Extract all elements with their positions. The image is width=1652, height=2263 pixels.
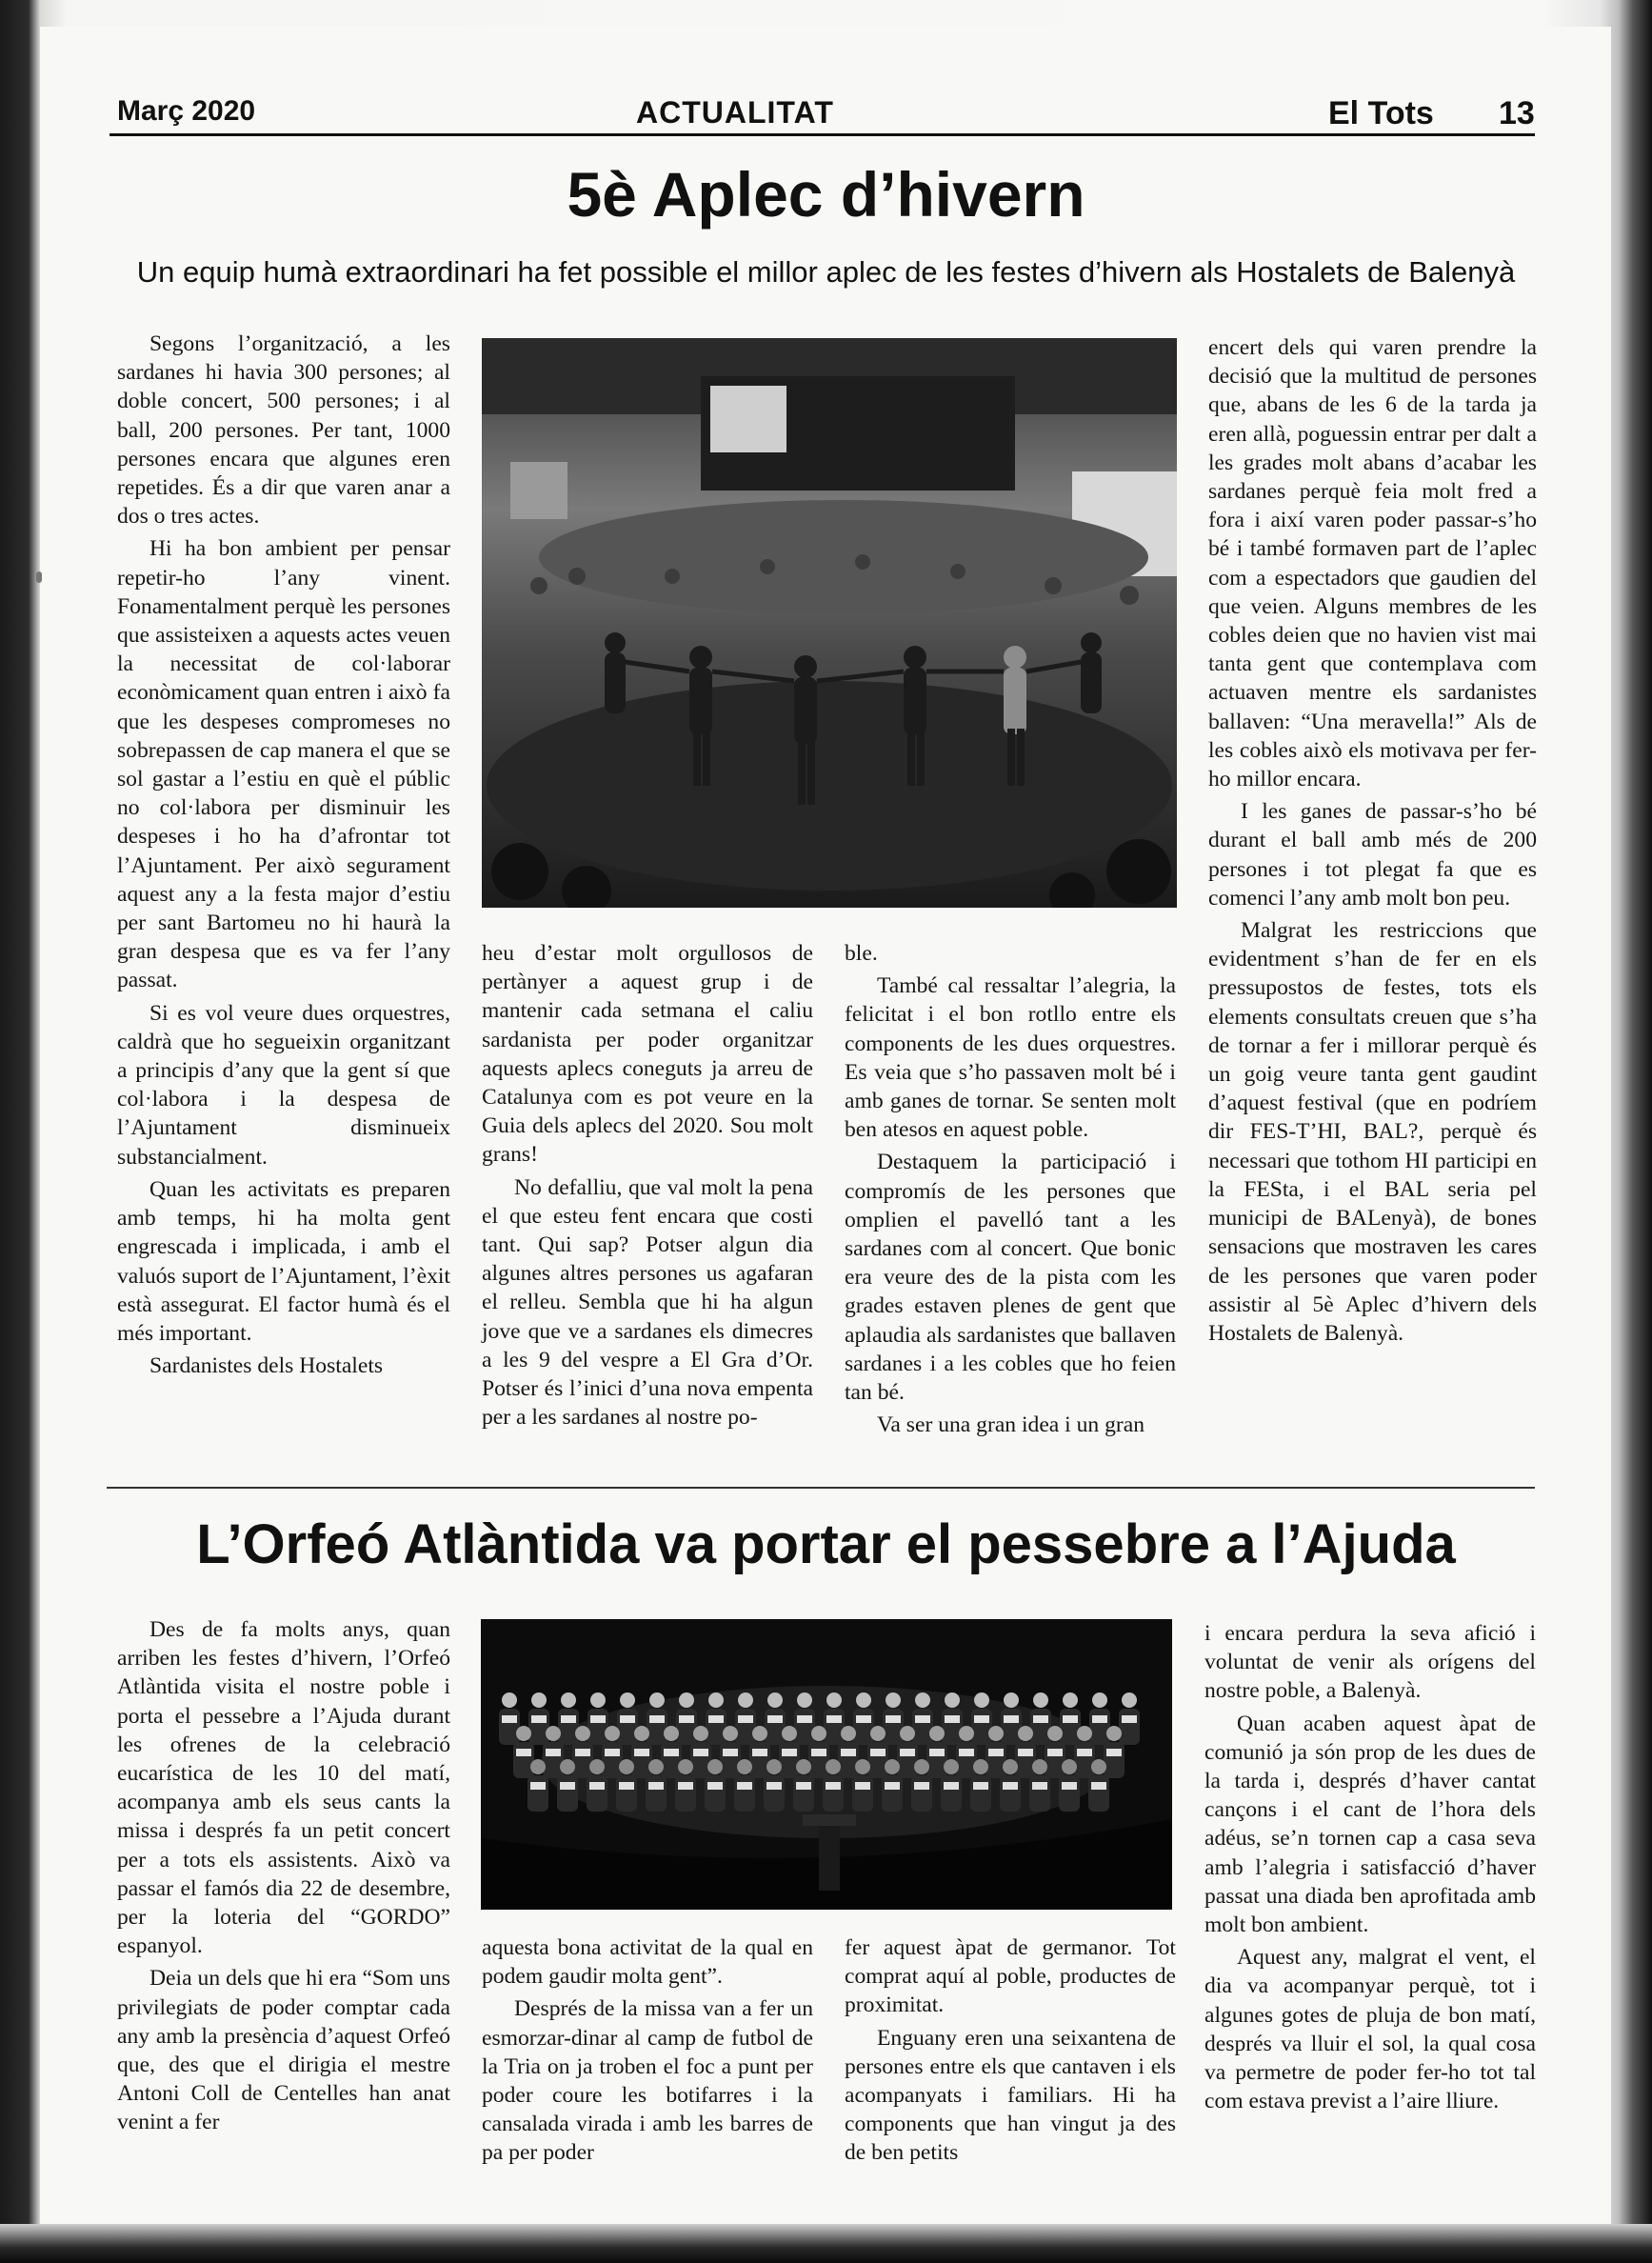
- paragraph: No defalliu, que val molt la pena el que esteu fent encara que costi tant. Qui sap? Potser algun dia algunes altres persones us agafaran el relleu. Sembla que hi ha algun jove que ve a sardanes els dimecres a les 9 del vespre a El Gra d’Or. Potser és l’inici d’una nova empenta per a les sardanes al nostre po-: [482, 1174, 813, 1431]
- article2-column-1: [117, 1615, 450, 2141]
- paragraph: Des de fa molts anys, quan arriben les festes d’hivern, l’Orfeó Atlàntida visita el nostre poble i porta el pessebre a l’Ajuda durant les ofrenes de la celebració eucarística de les 10 del matí, acompanya amb els seus cants la missa i després fa un petit concert per a tots els assistents. Això va passar el famós dia 22 de desembre, per la loteria del “GORDO” espanyol.: [117, 1617, 450, 1959]
- article1-column-2: [482, 939, 813, 1435]
- article1-title: 5è Aplec d’hivern: [567, 159, 1085, 230]
- paragraph: fer aquest àpat de germanor. Tot comprat aquí al poble, productes de proximitat.: [845, 1935, 1176, 2018]
- paragraph: I les ganes de passar-s’ho bé durant el ball amb més de 200 persones i tot plegat fa que es comenci l’any amb molt bon peu.: [1208, 799, 1537, 911]
- paragraph: Malgrat les restriccions que evidentment s’han de fer en els pressupostos de festes, tots els elements consultats creuen que s’ha de tornar a fer i millorar perquè és un goig veure tanta gent gaudint d’aquest festival (que en podríem dir FES-T’HI, BAL?, perquè és necessari que tothom HI participi en la FESta, i el BAL seria pel municipi de BALenyà), de bones sensacions que mostraven les cares de les persones que varen poder assistir al 5è Aplec d’hivern dels Hostalets de Balenyà.: [1208, 918, 1537, 1346]
- paragraph: aquesta bona activitat de la qual en podem gaudir molta gent”.: [482, 1935, 813, 1990]
- paragraph: i encara perdura la seva afició i voluntat de venir als orígens del nostre poble, a Balenyà.: [1204, 1621, 1536, 1704]
- paragraph: Aquest any, malgrat el vent, el dia va acompanyar perquè, tot i algunes gotes de pluja de bon matí, després va lluir el sol, la qual cosa va permetre de poder fer-ho tot tal com estava previst a l’aire lliure.: [1204, 1945, 1536, 2114]
- article1-column-4: [1208, 333, 1537, 1352]
- article2-column-3: [845, 1933, 1176, 2172]
- page-number: 13: [1499, 95, 1535, 131]
- paragraph: Hi ha bon ambient per pensar repetir-ho l’any vinent. Fonamentalment perquè les persones que assisteixen a aquests actes veuen la necessitat de col·laborar econòmicament quan entren i això fa que les despeses compromeses no sobrepassen de cap manera el que se sol gastar a l’estiu en què el públic no col·labora per disminuir les despeses i ho ha d’afrontar tot l’Ajuntament. Per això segurament aquest any a la festa major d’estiu per sant Bartomeu no hi haurà la gran despesa que es va fer l’any passat.: [117, 536, 450, 993]
- paragraph: Si es vol veure dues orquestres, caldrà que ho segueixin organitzant a principis d’any que la gent sí que col·labora i la despesa de l’Ajuntament disminueix substancialment.: [117, 1000, 450, 1170]
- paragraph: Deia un dels que hi era “Som uns privilegiats de poder comptar cada any amb la presència d’aquest Orfeó que, des que el dirigia el mestre Antoni Coll de Centelles han anat venint a fer: [117, 1966, 450, 2135]
- paragraph: Quan acaben aquest àpat de comunió ja són prop de les dues de la tarda i, després d’haver cantat cançons i el cant de l’hora dels adéus, se’n tornen cap a casa seva amb l’alegria i satisfacció d’haver passat una diada ben aprofitada amb molt bon ambient.: [1204, 1711, 1536, 1938]
- article2-column-4: [1204, 1619, 1536, 2119]
- article1-subtitle: Un equip humà extraordinari ha fet possible el millor aplec de les festes d’hivern als Hostalets de Balenyà: [136, 255, 1516, 289]
- paragraph: Després de la missa van a fer un esmorzar-dinar al camp de futbol de la Tria on ja troben el foc a punt per poder coure les botifarres i la cansalada virada i amb les barres de pa per poder: [482, 1996, 813, 2166]
- publication-name: El Tots: [1328, 95, 1434, 131]
- article1-column-3: [845, 939, 1176, 1443]
- article2-column-2: [482, 1933, 813, 2172]
- sardana-dance-photo: [482, 338, 1177, 908]
- paragraph: Enguany eren una seixantena de persones entre els que cantaven i els acompanyats i familiars. Hi ha components que han vingut ja des de ben petits: [845, 2025, 1176, 2166]
- binding-hole: [36, 571, 42, 583]
- paragraph: Va ser una gran idea i un gran: [877, 1412, 1145, 1438]
- header-rule: [109, 133, 1535, 136]
- section-name: ACTUALITAT: [636, 95, 834, 130]
- paragraph: heu d’estar molt orgullosos de pertànyer a aquest grup i de mantenir cada setmana el caliu sardanista per poder organitzar aquests aplecs coneguts ja arreu de Catalunya com es pot veure en la Guia dels aplecs del 2020. Sou molt grans!: [482, 941, 813, 1168]
- section-divider: [107, 1487, 1535, 1489]
- choir-concert-photo: [481, 1619, 1172, 1910]
- paragraph: Segons l’organització, a les sardanes hi havia 300 persones; al doble concert, 500 persones; i al ball, 200 persones. Per tant, 1000 persones encara que algunes eren repetides. És a dir que varen anar a dos o tres actes.: [117, 331, 450, 530]
- paragraph: Sardanistes dels Hostalets: [149, 1353, 384, 1379]
- paragraph: encert dels qui varen prendre la decisió que la multitud de persones que, abans de les 6 de la tarda ja eren allà, poguessin entrar per dalt a les grades molt abans d’acabar les sardanes perquè feia molt fred a fora i així varen poder passar-s’ho bé i també formaven part de l’aplec com a espectadors que gaudien del que veien. Alguns membres de les cobles deien que no havien vist mai tanta gent que contemplava com actuaven mentre els sardanistes ballaven: “Una meravella!” Als de les cobles això els motivava per fer-ho millor encara.: [1208, 335, 1537, 792]
- issue-date: Març 2020: [117, 95, 256, 127]
- paragraph: També cal ressaltar l’alegria, la felicitat i el bon rotllo entre els components de les dues orquestres. Es veia que s’ho passaven molt bé i amb ganes de tornar. Se senten molt ben atesos en aquest poble.: [845, 973, 1176, 1143]
- article2-title: L’Orfeó Atlàntida va portar el pessebre a l’Ajuda: [196, 1513, 1456, 1575]
- scan-bottom-edge: [0, 2224, 1652, 2263]
- choir-concert-image: [481, 1619, 1172, 1910]
- paragraph: ble.: [845, 941, 878, 966]
- paragraph: Quan les activitats es preparen amb temps, hi ha molta gent engrescada i implicada, i amb el valuós suport de l’Ajuntament, l’èxit està assegurat. El factor humà és el més important.: [117, 1176, 450, 1346]
- article1-column-1: [117, 330, 450, 1384]
- paragraph: Destaquem la participació i compromís de les persones que omplien el pavelló tant a les sardanes com al concert. Que bonic era veure des de la pista com les grades estaven plenes de gent que aplaudia als sardanistes que ballaven sardanes i a les cobles que ho feien tan bé.: [845, 1150, 1176, 1406]
- sardana-dance-image: [482, 338, 1177, 908]
